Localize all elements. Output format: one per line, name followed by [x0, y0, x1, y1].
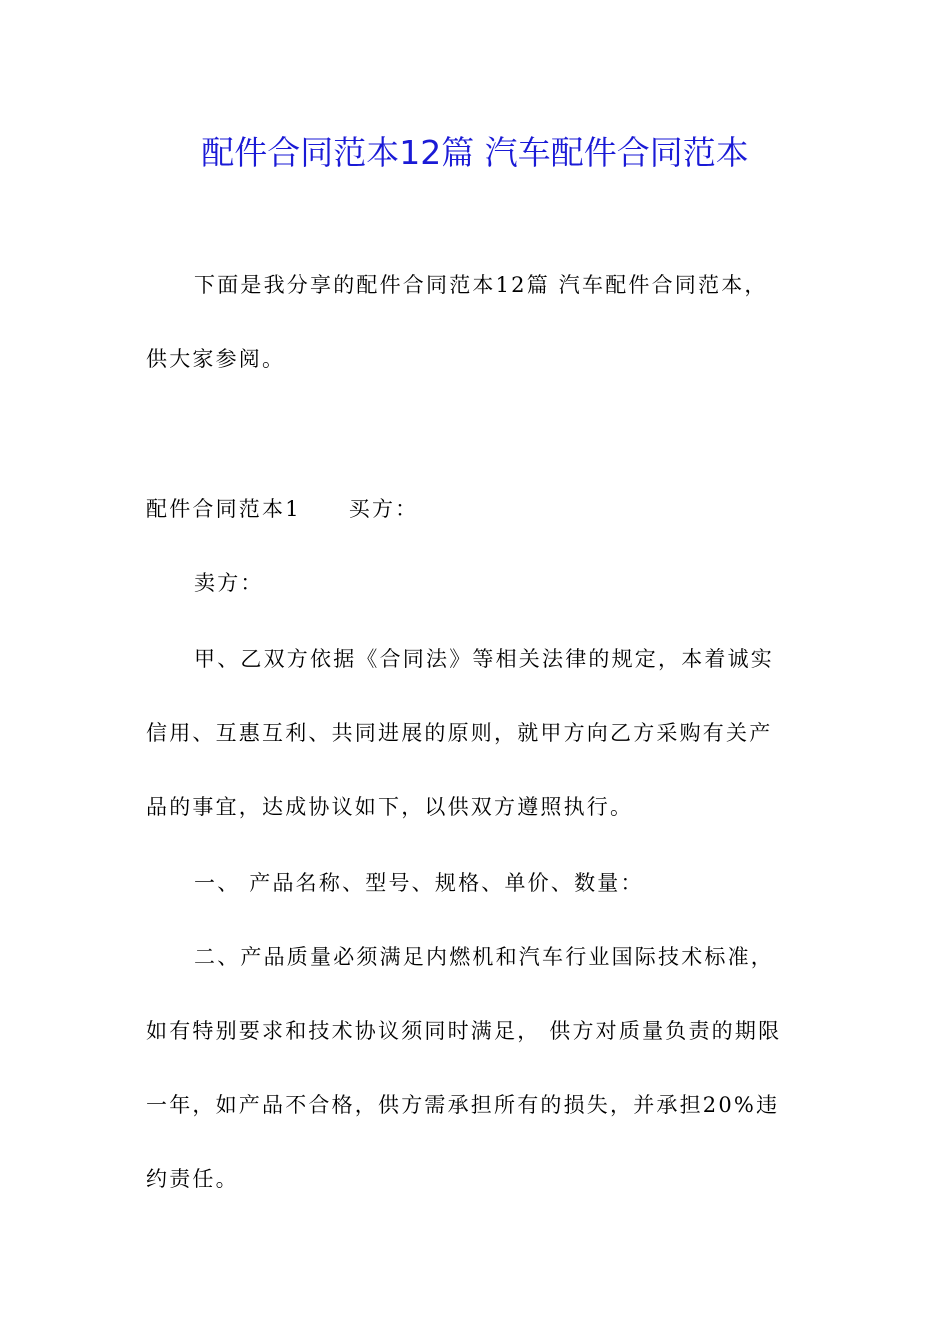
intro-line: 供大家参阅。: [146, 347, 286, 371]
clause-2: [146, 920, 810, 1216]
clause-line: 如有特别要求和技术协议须同时满足， 供方对质量负责的期限: [146, 1019, 782, 1043]
clause-line: 一年，如产品不合格，供方需承担所有的损失，并承担20%违: [146, 1093, 780, 1117]
preamble-line: 品的事宜，达成协议如下，以供双方遵照执行。: [146, 795, 634, 819]
document-title: 配件合同范本12篇 汽车配件合同范本: [201, 133, 749, 172]
intro-line: 下面是我分享的配件合同范本12篇 汽车配件合同范本，: [194, 273, 768, 297]
section-heading-line: [146, 472, 810, 546]
section-heading: 配件合同范本1: [146, 497, 301, 521]
seller-label: 卖方：: [194, 571, 264, 595]
buyer-label: 买方：: [348, 497, 419, 521]
preamble-line: 甲、乙双方依据《合同法》等相关法律的规定，本着诚实: [194, 647, 774, 671]
clause-line: 约责任。: [146, 1167, 239, 1191]
clause-line: 二、产品质量必须满足内燃机和汽车行业国际技术标准，: [194, 945, 774, 969]
clause-1: [146, 846, 810, 920]
clause-line: 一、 产品名称、型号、规格、单价、数量：: [194, 871, 644, 895]
intro-paragraph: [146, 248, 810, 396]
preamble-line: 信用、互惠互利、共同进展的原则，就甲方向乙方采购有关产: [146, 721, 773, 745]
preamble-paragraph: [146, 622, 810, 844]
seller-line: [146, 546, 810, 620]
